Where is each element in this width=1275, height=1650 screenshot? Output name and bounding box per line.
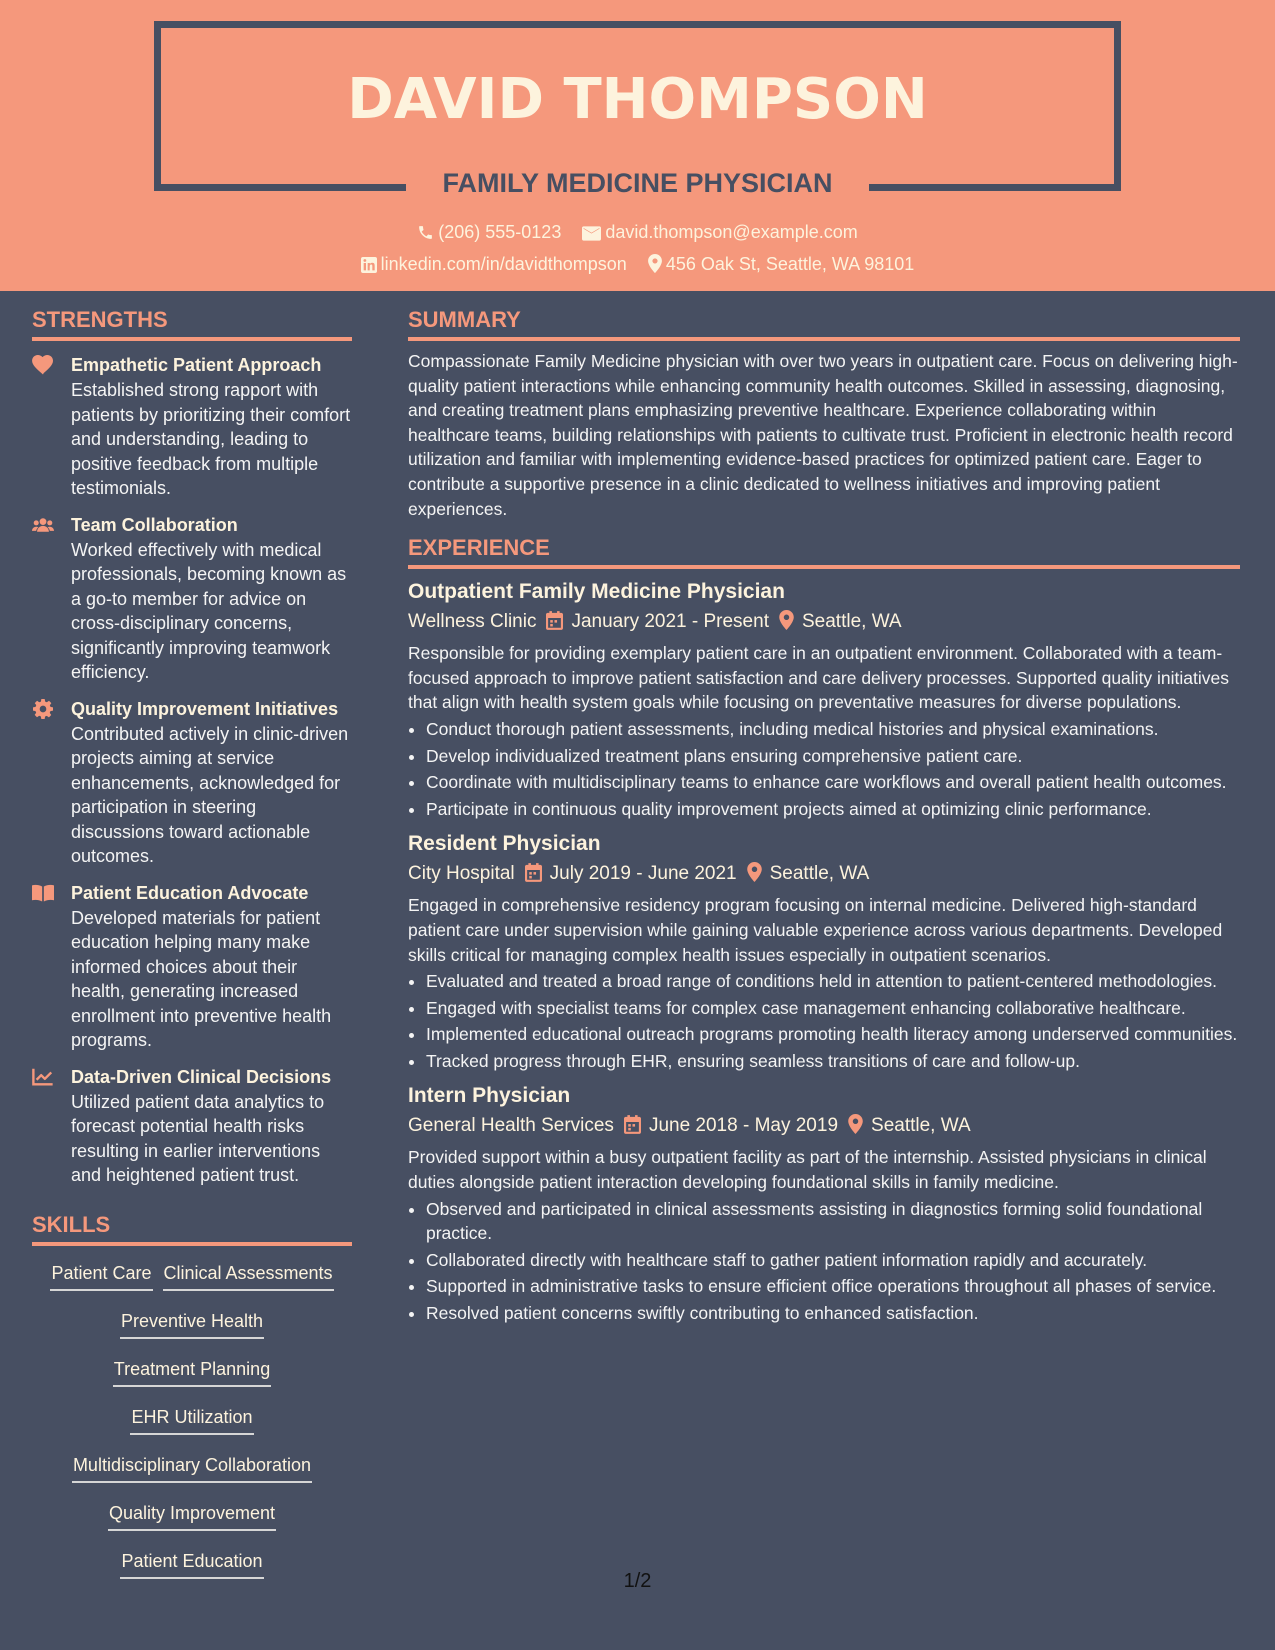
strength-item [32,353,352,501]
job-description: Provided support within a busy outpatient facility as part of the internship. Assisted physicians in clinical duties alongside patient interaction developing foundational skills in family medicine. [408,1147,1207,1193]
list-item: • Participate in continuous quality improvement projects aimed at optimizing clinic performance. [426,797,1240,822]
linkedin-contact[interactable] [361,251,627,277]
strength-title: Patient Education Advocate [71,882,309,903]
job-bullets [408,969,1240,1073]
list-item: • Conduct thorough patient assessments, including medical histories and physical examinations. [426,717,1240,742]
skills-list [32,1260,352,1579]
strength-title: Quality Improvement Initiatives [71,698,339,719]
strengths-heading: STRENGTHS [32,307,352,341]
company-name: City Hospital [408,863,515,885]
experience-entry [408,577,1240,821]
strength-desc: Developed materials for patient education helping many make informed choices about their health, generating increased enrollment into preventive health programs. [71,907,332,1050]
strength-item [32,1065,352,1188]
list-item: • Tracked progress through EHR, ensuring seamless transitions of care and follow-up. [426,1049,1240,1074]
phone-contact [417,219,561,245]
list-item: • Coordinate with multidisciplinary teams to enhance care workflows and overall patient health outcomes. [426,770,1240,795]
job-role: Outpatient Family Medicine Physician [408,580,785,604]
list-item: • Implemented educational outreach programs promoting health literacy among underserved communities. [426,1022,1240,1047]
strength-desc: Utilized patient data analytics to forecast potential health risks resulting in earlier interventions and heightened patient trust. [71,1091,325,1185]
email-text: david.thompson@example.com [605,222,858,242]
strength-item [32,697,352,869]
job-title-wrap [406,162,869,208]
heart-icon [32,355,54,375]
map-pin-icon [779,610,794,630]
experience-entry [408,829,1240,1073]
candidate-name: DAVID THOMPSON [347,67,928,132]
job-meta [408,859,1240,889]
book-icon [32,883,54,903]
experience-entry [408,1081,1240,1325]
skill-tag: Quality Improvement [108,1500,276,1531]
experience-heading: EXPERIENCE [408,535,1240,569]
calendar-icon [525,863,542,882]
calendar-icon [546,611,563,630]
summary-text: Compassionate Family Medicine physician with over two years in outpatient care. Focus on delivering high-quality patient interactions while enhancing community health outcomes. Skilled in assessing, diagnosing, and creating treatment plans emphasizing preventive healthcare. Experience collaborating within healthcare teams, building relationships with patients to cultivate trust. Proficient in electronic health record utilization and familiar with implementing evidence-based practices for optimized patient care. Eager to contribute a supportive presence in a clinic dedicated to wellness initiatives and improving patient experiences. [408,351,1238,519]
chart-line-icon [32,1067,54,1087]
skills-heading: SKILLS [32,1212,352,1246]
strength-desc: Established strong rapport with patients by prioritizing their comfort and understanding, leading to positive feedback from multiple testimonials. [71,380,351,498]
company-name: General Health Services [408,1115,614,1137]
map-pin-icon [747,862,762,882]
email-contact[interactable] [582,219,857,245]
skill-tag: Patient Care [50,1260,152,1291]
contact-row-2 [0,251,1275,277]
gear-icon [32,699,54,719]
linkedin-icon [361,257,377,273]
strength-desc: Contributed actively in clinic-driven projects aiming at service enhancements, acknowledged for participation in steering discussions toward actionable outcomes. [71,723,349,866]
envelope-icon [582,226,601,241]
summary-heading: SUMMARY [408,307,1240,341]
job-dates: July 2019 - June 2021 [549,863,737,885]
skill-tag: Treatment Planning [113,1356,271,1387]
job-bullets [408,717,1240,821]
skill-tag: Preventive Health [120,1308,264,1339]
list-item: • Evaluated and treated a broad range of conditions held in attention to patient-centered methodologies. [426,969,1240,994]
list-item: • Supported in administrative tasks to ensure efficient office operations throughout all phases of service. [426,1274,1240,1299]
job-dates: June 2018 - May 2019 [648,1115,839,1137]
list-item: • Observed and participated in clinical assessments assisting in diagnostics forming solid foundational practice. [426,1197,1240,1246]
users-icon [32,515,54,535]
list-item: • Resolved patient concerns swiftly contributing to enhanced satisfaction. [426,1301,1240,1326]
skill-tag: EHR Utilization [130,1404,253,1435]
job-description: Engaged in comprehensive residency program focusing on internal medicine. Delivered high-standard patient care under supervision while gaining valuable experience across various departments. Developed skills critical for managing complex health issues especially in outpatient scenarios. [408,895,1223,965]
job-location: Seattle, WA [871,1115,971,1137]
company-name: Wellness Clinic [408,611,537,633]
job-title: FAMILY MEDICINE PHYSICIAN [442,168,833,198]
job-role: Resident Physician [408,832,601,856]
job-location: Seattle, WA [801,611,902,633]
address-text: 456 Oak St, Seattle, WA 98101 [665,254,915,274]
phone-text: (206) 555-0123 [438,222,562,242]
job-dates: January 2021 - Present [571,611,769,633]
strength-title: Team Collaboration [71,514,238,535]
skill-tag: Clinical Assessments [163,1260,334,1291]
list-item: • Engaged with specialist teams for complex case management enhancing collaborative healthcare. [426,996,1240,1021]
list-item: • Develop individualized treatment plans ensuring comprehensive patient care. [426,744,1240,769]
left-column [32,291,352,1596]
map-pin-icon [848,1114,863,1134]
strength-title: Empathetic Patient Approach [71,355,322,375]
job-description: Responsible for providing exemplary patient care in an outpatient environment. Collaborated with a team-focused approach to improve patient satisfaction and care delivery processes. Supported quality initiatives that align with health system goals while focusing on preventative measures for diverse populations. [408,643,1230,713]
right-column [408,291,1240,1328]
strength-item [32,881,352,1053]
page-number: 1/2 [623,1570,652,1592]
strength-desc: Worked effectively with medical professionals, becoming known as a go-to member for advice on cross-disciplinary concerns, significantly improving teamwork efficiency. [71,539,347,682]
address-contact [648,251,914,277]
strength-title: Data-Driven Clinical Decisions [71,1066,332,1087]
strength-item [32,513,352,685]
map-pin-icon [648,254,662,273]
list-item: • Collaborated directly with healthcare staff to gather patient information rapidly and accurately. [426,1248,1240,1273]
job-meta [408,607,1240,637]
header [0,0,1275,291]
job-role: Intern Physician [408,1084,571,1108]
calendar-icon [624,1115,641,1134]
job-location: Seattle, WA [769,863,870,885]
job-meta [408,1111,1240,1141]
skill-tag: Patient Education [120,1548,263,1579]
skill-tag: Multidisciplinary Collaboration [72,1452,312,1483]
contact-row-1 [0,219,1275,245]
linkedin-text: linkedin.com/in/davidthompson [380,254,627,274]
job-bullets [408,1197,1240,1326]
phone-icon [417,224,434,241]
